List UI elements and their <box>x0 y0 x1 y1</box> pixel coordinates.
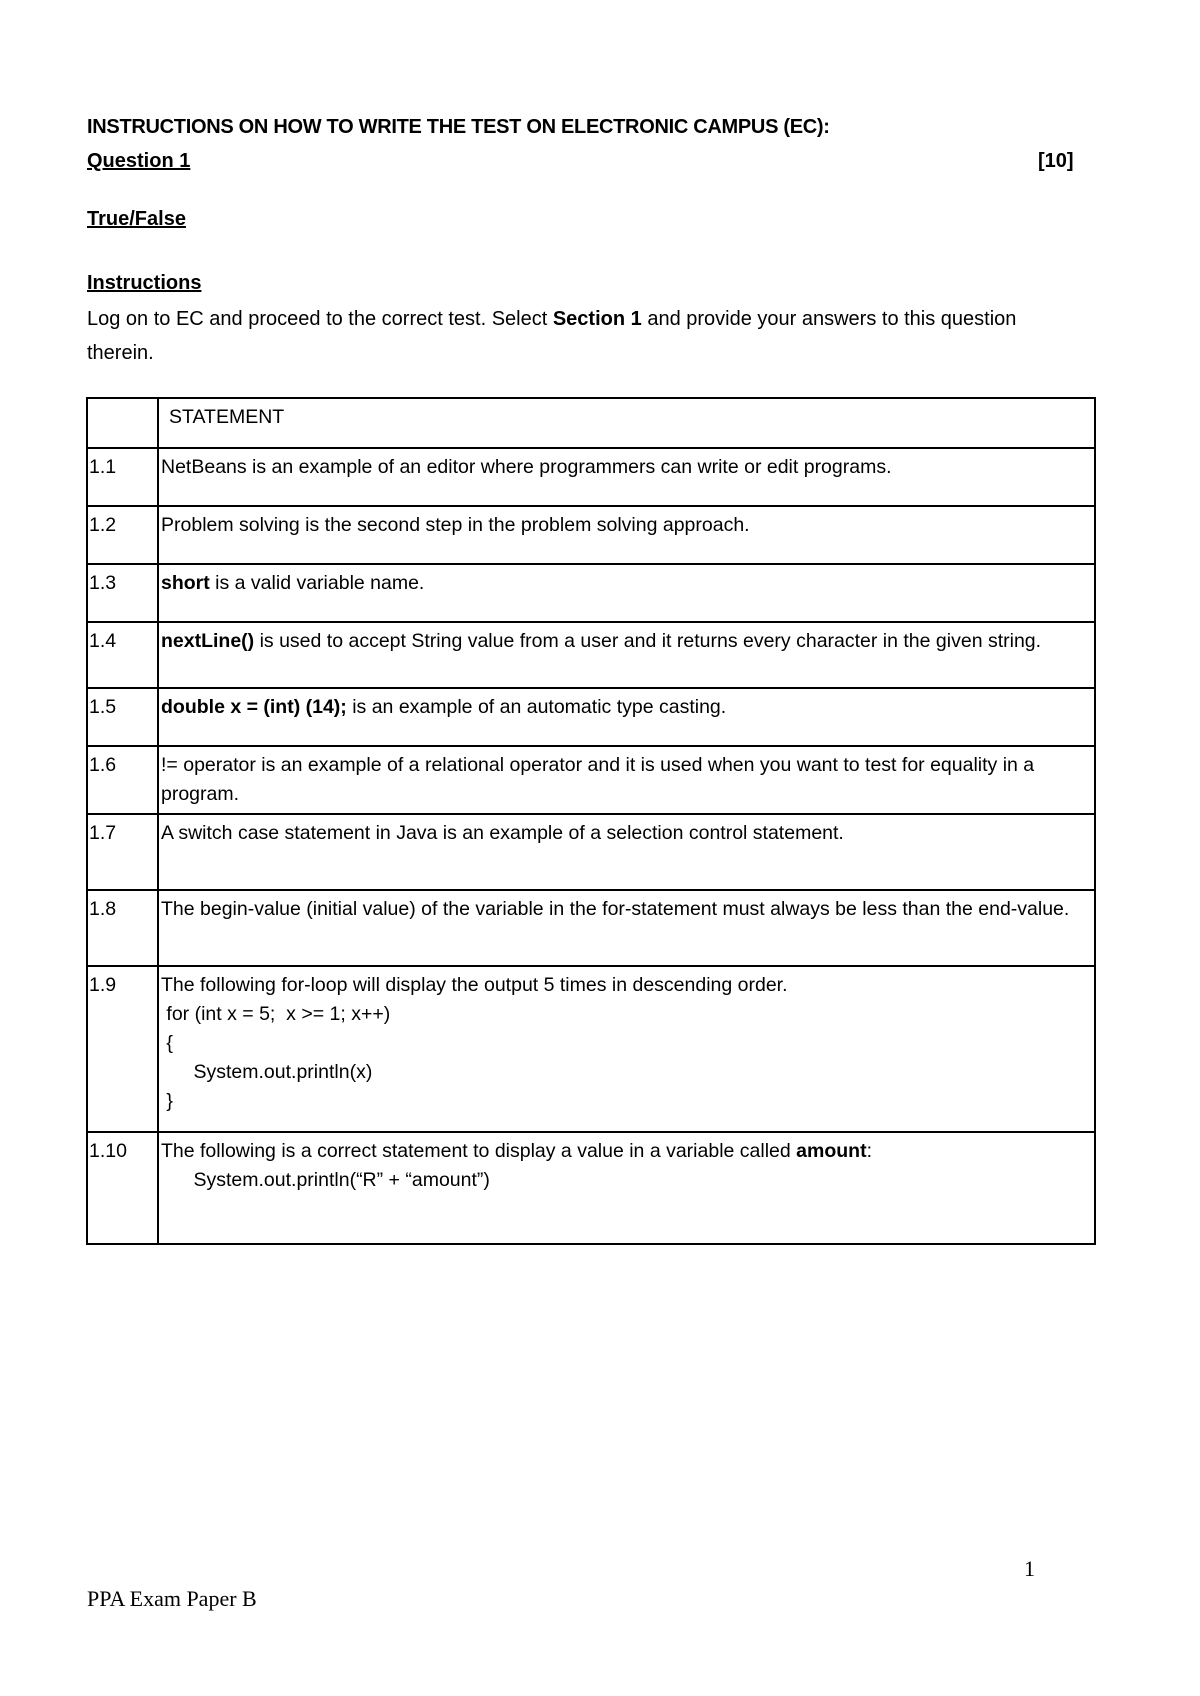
row-number: 1.8 <box>87 890 158 966</box>
statement-text-part: is a valid variable name. <box>209 572 425 594</box>
statements-table <box>86 397 1096 1245</box>
row-number: 1.5 <box>87 688 158 746</box>
row-statement <box>158 1132 1095 1244</box>
table-row <box>87 890 1095 966</box>
statement-text <box>161 751 1092 809</box>
row-statement <box>158 688 1095 746</box>
instructions-part-2: and provide your answers to this question therein. <box>87 308 1017 364</box>
table-row <box>87 746 1095 814</box>
question-title: Question 1 <box>87 150 191 172</box>
row-number: 1.2 <box>87 506 158 564</box>
row-statement <box>158 814 1095 890</box>
statement-text-part: A switch case statement in Java is an example of a selection control statement. <box>161 822 844 844</box>
row-number: 1.10 <box>87 1132 158 1244</box>
table-row <box>87 622 1095 688</box>
instructions-label: Instructions <box>87 272 202 294</box>
statement-text-part: != operator is an example of a relational operator and it is used when you want to test for equality in a program. <box>161 754 1035 805</box>
statement-text <box>161 453 1092 482</box>
statement-text <box>161 1137 1092 1166</box>
statement-text-part: is used to accept String value from a user and it returns every character in the given string. <box>254 630 1042 652</box>
statement-text-part: : <box>866 1140 873 1162</box>
table-header-row <box>87 398 1095 448</box>
page-heading: INSTRUCTIONS ON HOW TO WRITE THE TEST ON ELECTRONIC CAMPUS (EC): <box>87 116 830 138</box>
header-statement-cell <box>158 398 1095 448</box>
statement-text-part: Problem solving is the second step in the problem solving approach. <box>161 514 750 536</box>
instructions-part-1: Log on to EC and proceed to the correct test. Select <box>87 308 553 330</box>
row-statement <box>158 506 1095 564</box>
row-number: 1.9 <box>87 966 158 1132</box>
statement-text <box>161 971 1092 1000</box>
row-number: 1.4 <box>87 622 158 688</box>
header-number-cell <box>87 398 158 448</box>
header-statement-label: STATEMENT <box>169 406 285 428</box>
row-number: 1.1 <box>87 448 158 506</box>
instructions-section-ref: Section 1 <box>552 308 642 330</box>
row-statement <box>158 622 1095 688</box>
statement-text-part: The following is a correct statement to display a value in a variable called <box>161 1140 797 1162</box>
statement-text <box>161 569 1092 598</box>
statement-text <box>161 895 1092 924</box>
statement-text-part: NetBeans is an example of an editor where programmers can write or edit programs. <box>161 456 892 478</box>
footer-label: PPA Exam Paper B <box>87 1586 257 1611</box>
page-number: 1 <box>1024 1556 1035 1581</box>
code-line: } <box>161 1090 173 1112</box>
statement-bold-text: nextLine() <box>161 630 255 652</box>
row-number: 1.3 <box>87 564 158 622</box>
row-statement <box>158 966 1095 1132</box>
question-marks: [10] <box>1038 150 1074 172</box>
code-line: for (int x = 5; x >= 1; x++) <box>161 1003 391 1025</box>
statement-bold-text: double x = (int) (14); <box>161 696 347 718</box>
statement-text <box>161 511 1092 540</box>
row-statement <box>158 746 1095 814</box>
table-row <box>87 966 1095 1132</box>
statement-text-part: The begin-value (initial value) of the variable in the for-statement must always be less than the end-value. <box>161 898 1070 920</box>
code-line: { <box>161 1032 173 1054</box>
row-statement <box>158 448 1095 506</box>
instructions-text <box>87 302 1047 370</box>
row-statement <box>158 564 1095 622</box>
table-row <box>87 448 1095 506</box>
row-number: 1.7 <box>87 814 158 890</box>
code-line: System.out.println(x) <box>161 1061 373 1083</box>
row-number: 1.6 <box>87 746 158 814</box>
table-row <box>87 564 1095 622</box>
question-type-label: True/False <box>87 208 186 230</box>
code-line: System.out.println(“R” + “amount”) <box>161 1169 490 1191</box>
statement-text <box>161 819 1092 848</box>
table-row <box>87 814 1095 890</box>
statement-text-part: The following for-loop will display the output 5 times in descending order. <box>161 974 788 996</box>
table-row <box>87 688 1095 746</box>
statement-text <box>161 693 1092 722</box>
statement-text-part: is an example of an automatic type casting. <box>346 696 727 718</box>
row-statement <box>158 890 1095 966</box>
statement-bold-text: short <box>161 572 210 594</box>
table-row <box>87 1132 1095 1244</box>
statement-text <box>161 627 1092 656</box>
table-row <box>87 506 1095 564</box>
statement-bold-text: amount <box>796 1140 867 1162</box>
